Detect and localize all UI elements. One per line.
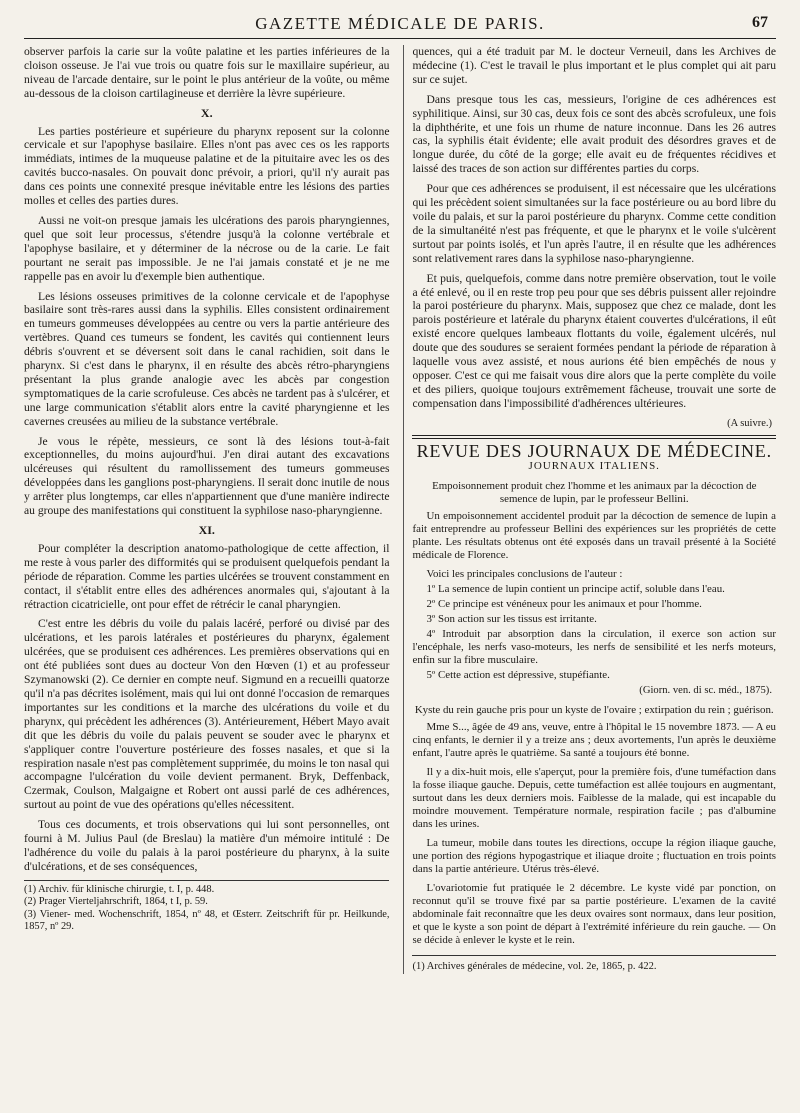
paragraph: C'est entre les débris du voile du palais lacéré, perforé ou divisé par des ulcérations, et les parois latérales et postérieures du pharynx, également ulcérées, que se produisent ces adhérences. Les premières observations qui en ont été publiées sont dues au docteur Von den Hœven (1) et au professeur Szymanowski (2). Ce dernier en compte neuf. Sigmund en a recueilli quatorze qu'il n'a pas décrites isolément, mais qui lui ont donné l'occasion de remarques importantes sur les conditions et la marche des ulcérations du voile et du pharynx, qui précèdent les adhérences (3). Antérieurement, Hébert Mayo avait dit que les débris du voile du palais peuvent se souder avec le pharynx et s'appliquer contre l'ouverture postérieure des fosses nasales, et que si la respiration nasale n'est pas complètement supprimée, du moins le ton nasal qui accompagne l'ulcération du voile devient permanent. Bryk, Deffenback, Czermak, Coulson, Malgaigne et Robert ont aussi parlé de ces adhérences, surtout au point de vue des opérations qu'elles nécessitent. [24, 617, 390, 812]
source-citation: (Giorn. ven. di sc. méd., 1875). [639, 685, 772, 697]
right-column [403, 45, 776, 974]
section-number: XI. [198, 523, 215, 537]
journal-title: GAZETTE MÉDICALE DE PARIS. [255, 14, 545, 33]
paragraph: Dans presque tous les cas, messieurs, l'origine de ces adhérences est syphilitique. Ainsi, sur 30 cas, deux fois ce sont des abcès scrofuleux, une fois la diphthérite, et une fois un rhume de nature inconnue. Dans les 26 autres cas, la syphilis était évidente; elle avait produit des désordres graves et de longue durée, du côté de la gorge; elle avait eu de fréquentes récidives et laissé des traces de son action sur différentes parties du corps. [412, 92, 776, 176]
footnote: (2) Prager Vierteljahrschrift, 1864, t I, p. 59. [24, 896, 208, 908]
to-be-continued: (A suivre.) [727, 417, 772, 429]
conclusions-list [412, 568, 776, 682]
review-subtitle: JOURNAUX ITALIENS. [528, 460, 660, 473]
list-item: 1º La semence de lupin contient un principe actif, soluble dans l'eau. [426, 583, 725, 596]
footnote: (1) Archiv. für klinische chirurgie, t. I, p. 448. [24, 883, 215, 895]
paragraph: Les parties postérieure et supérieure du pharynx reposent sur la colonne cervicale et sur l'apophyse basilaire. Elles n'ont pas avec ces os les rapports immédiats, intimes de la muqueuse palatine et de la pituitaire avec les os des cavités bucco-nasales. On pouvait donc prévoir, a priori, qu'il n'y aurait pas dans ces points une connexité presque inévitable entre les lésions des parties molles et celles des parties dures. [24, 124, 390, 208]
paragraph: Tous ces documents, et trois observations qui lui sont personnelles, ont fourni à M. Julius Paul (de Breslau) la matière d'un mémoire intitulé : De l'adhérence du voile du palais à la paroi postérieure du pharynx, à la suite d'ulcérations, et de ses conséquences, [24, 818, 390, 873]
left-column [24, 45, 389, 974]
running-header [24, 14, 776, 39]
list-item: 3º Son action sur les tissus est irritante. [426, 613, 597, 626]
paragraph: Il y a dix-huit mois, elle s'aperçut, pour la première fois, d'une tuméfaction dans la fosse iliaque gauche. Depuis, cette tuméfaction est allée toujours en augmentant, surtout dans les deux derniers mois. Faiblesse de la malade, qui est incapable du moindre mouvement. Température normale, respiration facile ; pas d'albumine dans les urines. [412, 766, 776, 831]
paragraph: Pour que ces adhérences se produisent, il est nécessaire que les ulcérations qui les précèdent soient simultanées sur la face postérieure ou au bord libre du voile du palais, et sur la paroi postérieure du pharynx. Comme cette condition de la simultanéité n'est pas fréquente, et que le pharynx et le voile s'ulcèrent surtout par points isolés, et l'un après l'autre, il en résulte que les adhérences sont relativement rares dans la syphilose naso-pharyngienne. [412, 182, 776, 265]
paragraph: observer parfois la carie sur la voûte palatine et les parties inférieures de la cloison osseuse. Je l'ai vue trois ou quatre fois sur le maxillaire supérieur, au niveau de l'arcade dentaire, sur le point le plus antérieur de la voûte, ou même au-dessous de la cloison cartilagineuse et derrière la lèvre supérieure. [24, 45, 390, 100]
paragraph: L'ovariotomie fut pratiquée le 2 décembre. Le kyste vidé par ponction, on reconnut qu'il se trouve fixé par sa partie postérieure. L'examen de la cavité abdominale fait reconnaître que les deux ovaires sont normaux, dans leur position, et que le kyste a son point de départ à l'extrémité inférieure du rein gauche. — On se décide à enlever le kyste et le rein. [412, 882, 776, 947]
paragraph: Un empoisonnement accidentel produit par la décoction de semence de lupin a fait entreprendre au professeur Bellini des expériences sur les propriétés de cette plante. Les résultats obtenus ont été exposés dans un travail présenté à la Société médicale de Florence. [412, 510, 776, 562]
paragraph: quences, qui a été traduit par M. le docteur Verneuil, dans les Archives de médecine (1). C'est le travail le plus important et le plus complet qui ait paru sur ce sujet. [412, 45, 776, 86]
section-number: X. [200, 105, 213, 120]
article-heading: Empoisonnement produit chez l'homme et les animaux par la décoction de semence de lupin, par le professeur Bellini. [432, 480, 757, 506]
review-title: REVUE DES JOURNAUX DE MÉDECINE. [416, 440, 772, 461]
footnote-rule [24, 880, 389, 881]
footnote: (3) Viener- med. Wochenschrift, 1854, nº 48, et Œsterr. Zeitschrift für pr. Heilkunde, 1857, nº 29. [24, 908, 390, 932]
paragraph: Voici les principales conclusions de l'auteur : [426, 568, 623, 581]
paragraph: Et puis, quelquefois, comme dans notre première observation, tout le voile a été enlevé, ou il en reste trop peu pour que ses débris puissent aller rejoindre la paroi postérieure du pharynx. Mais, supposez que chez ce malade, dont les parois postérieure et latérale du pharynx étaient couvertes d'ulcérations, il eût existé encore quelques lambeaux flottants du voile, également ulcérés, nul doute que des soudures se seraient formées pendant la période de réparation à laquelle vous avez assisté, et nous aurions été bien empêchés de nous y opposer. C'est ce qui me faisait vous dire alors que la perte complète du voile et des piliers, quoique toujours extrêmement fâcheuse, trouvait une sorte de compensation dans l'impossibilité d'adhérences ultérieures. [412, 271, 776, 410]
list-item: 4º Introduit par absorption dans la circulation, il exerce son action sur l'encéphale, les nerfs vaso-moteurs, les nerfs de sensibilité et les nerfs moteurs, enfin sur la fibre musculaire. [412, 628, 776, 667]
paragraph: Pour compléter la description anatomo-pathologique de cette affection, il me reste à vous parler des difformités qui se produisent quelquefois pendant la période de réparation. Comme les parties ulcérées se trouvent constamment en contact, il s'établit entre elles des adhérences anormales qui, s'ajoutant à la rétraction cicatricielle, ont pour effet de rétrécir le canal pharyngien. [24, 541, 390, 611]
paragraph: Je vous le répète, messieurs, ce sont là des lésions tout-à-fait exceptionnelles, du moins aujourd'hui. J'en dirai autant des excavations ulcéreuses qui résultent du ramollissement des tumeurs gommeuses développées dans les ganglions post-pharyngiens. Il serait donc inutile de nous y arrêter plus longtemps, car elles n'appartiennent que d'une manière indirecte au groupe des manifestations qui constituent la syphilose naso-pharyngienne. [24, 434, 390, 518]
paragraph: Aussi ne voit-on presque jamais les ulcérations des parois pharyngiennes, quel que soit leur processus, s'étendre jusqu'à la colonne vertébrale et l'apophyse basilaire, et y déterminer de la nécrose ou de la carie. Le fait pourtant ne serait pas impossible. Je ne l'ai jamais constaté et je ne me rappelle pas en avoir lu d'exemple bien authentique. [24, 213, 390, 283]
paragraph: Les lésions osseuses primitives de la colonne cervicale et de l'apophyse basilaire sont très-rares aussi dans la syphilis. Elles consistent ordinairement en tumeurs gommeuses développées au centre ou vers la partie antérieure des vertèbres. Quand ces tumeurs se fondent, les cavités qui contiennent leurs débris s'ouvrent et se déversent soit dans le canal rachidien, soit dans le pharynx. Si c'est dans le pharynx, il en résulte des abcès rétro-pharyngiens présentant la plus grande analogie avec les abcès par congestion symptomatiques de la carie scrofuleuse. Ces abcès ne tardent pas à s'ulcérer, et une large communication s'établit alors entre la cavité pharyngienne et les cavernes creusées au milieu de la substance vertébrale. [24, 289, 390, 428]
footnote: (1) Archives générales de médecine, vol. 2e, 1865, p. 422. [412, 955, 776, 974]
article-heading: Kyste du rein gauche pris pour un kyste de l'ovaire ; extirpation du rein ; guérison. [414, 704, 774, 717]
paragraph: La tumeur, mobile dans toutes les directions, occupe la région iliaque gauche, une portion des régions hypogastrique et iliaque droite ; fluctuation en trois points dans la partie antérieure. Utérus très-élevé. [412, 837, 776, 876]
page-number: 67 [752, 14, 768, 31]
paragraph: Mme S..., âgée de 49 ans, veuve, entre à l'hôpital le 15 novembre 1873. — A eu cinq enfants, le dernier il y a treize ans ; deux avortements, l'un après le deuxième enfant, l'autre après le quatrième. Sa santé a toujours été bonne. [412, 721, 776, 760]
list-item: 5º Cette action est dépressive, stupéfiante. [426, 669, 610, 682]
section-divider [412, 435, 776, 439]
list-item: 2º Ce principe est vénéneux pour les animaux et pour l'homme. [426, 598, 702, 611]
